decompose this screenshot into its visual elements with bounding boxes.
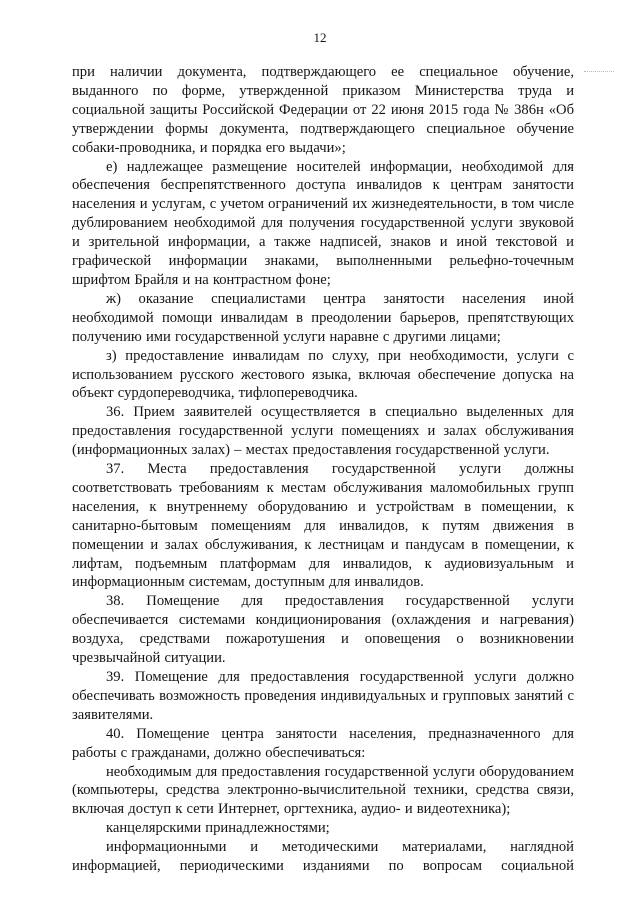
page-number: 12 (313, 30, 327, 45)
scan-artifact (584, 71, 614, 73)
paragraph-item-e: е) надлежащее размещение носителей информации, необходимой для обеспечения беспрепятственного доступа инвалидов к центрам занятости населения и услугам, с учетом ограничений их жизнедеятельности, в том числе дублированием необходимой для получения государственной услуги звуковой и зрительной информации, а также надписей, знаков и иной текстовой и графической информации знаками, выполненными рельефно-точечным шрифтом Брайля и на контрастном фоне; (72, 158, 574, 288)
paragraph-39: 39. Помещение для предоставления государственной услуги должно обеспечивать возможность проведения индивидуальных и групповых занятий с заявителями. (72, 669, 574, 723)
document-body (72, 63, 574, 876)
paragraph-37: 37. Места предоставления государственной услуги должны соответствовать требованиям к местам обслуживания маломобильных групп населения, к внутреннему оборудованию и устройствам в помещении, к санитарно-бытовым помещениям для инвалидов, к путям движения в помещении и залах обслуживания, к лестницам и пандусам в помещении, к лифтам, подъемным платформам для инвалидов, к аудиовизуальным и информационным системам, доступным для инвалидов. (72, 461, 574, 591)
paragraph-40: 40. Помещение центра занятости населения, предназначенного для работы с гражданами, должно обеспечиваться: (72, 725, 574, 761)
paragraph-36: 36. Прием заявителей осуществляется в специально выделенных для предоставления государственной услуги помещениях и залах обслуживания (информационных залах) – местах предоставления государственной услуги. (72, 404, 574, 459)
paragraph-information-materials: информационными и методическими материалами, наглядной информацией, периодическими изданиями по вопросам социальной (72, 839, 574, 875)
paragraph-equipment: необходимым для предоставления государственной услуги оборудованием (компьютеры, средства электронно-вычислительной техники, средства связи, включая доступ к сети Интернет, оргтехника, аудио- и видеотехника); (72, 763, 574, 818)
paragraph-item-z: з) предоставление инвалидам по слуху, при необходимости, услуги с использованием русского жестового языка, включая обеспечение допуска на объект сурдопереводчика, тифлопереводчика. (72, 347, 574, 402)
paragraph-38: 38. Помещение для предоставления государственной услуги обеспечивается системами кондиционирования (охлаждения и нагревания) воздуха, средствами пожаротушения и оповещения о возникновении чрезвычайной ситуации. (72, 593, 574, 667)
paragraph-stationery: канцелярскими принадлежностями; (106, 820, 330, 837)
paragraph-guide-dog-document: при наличии документа, подтверждающего ее специальное обучение, выданного по форме, утвержденной приказом Министерства труда и социальной защиты Российской Федерации от 22 июня 2015 года № 386н «Об утверждении формы документа, подтверждающего специальное обучение собаки-проводника, и порядка его выдачи»; (72, 64, 574, 156)
paragraph-item-zh: ж) оказание специалистами центра занятости населения иной необходимой помощи инвалидам в преодолении барьеров, препятствующих получению ими государственной услуги наравне с другими лицами; (72, 290, 574, 345)
